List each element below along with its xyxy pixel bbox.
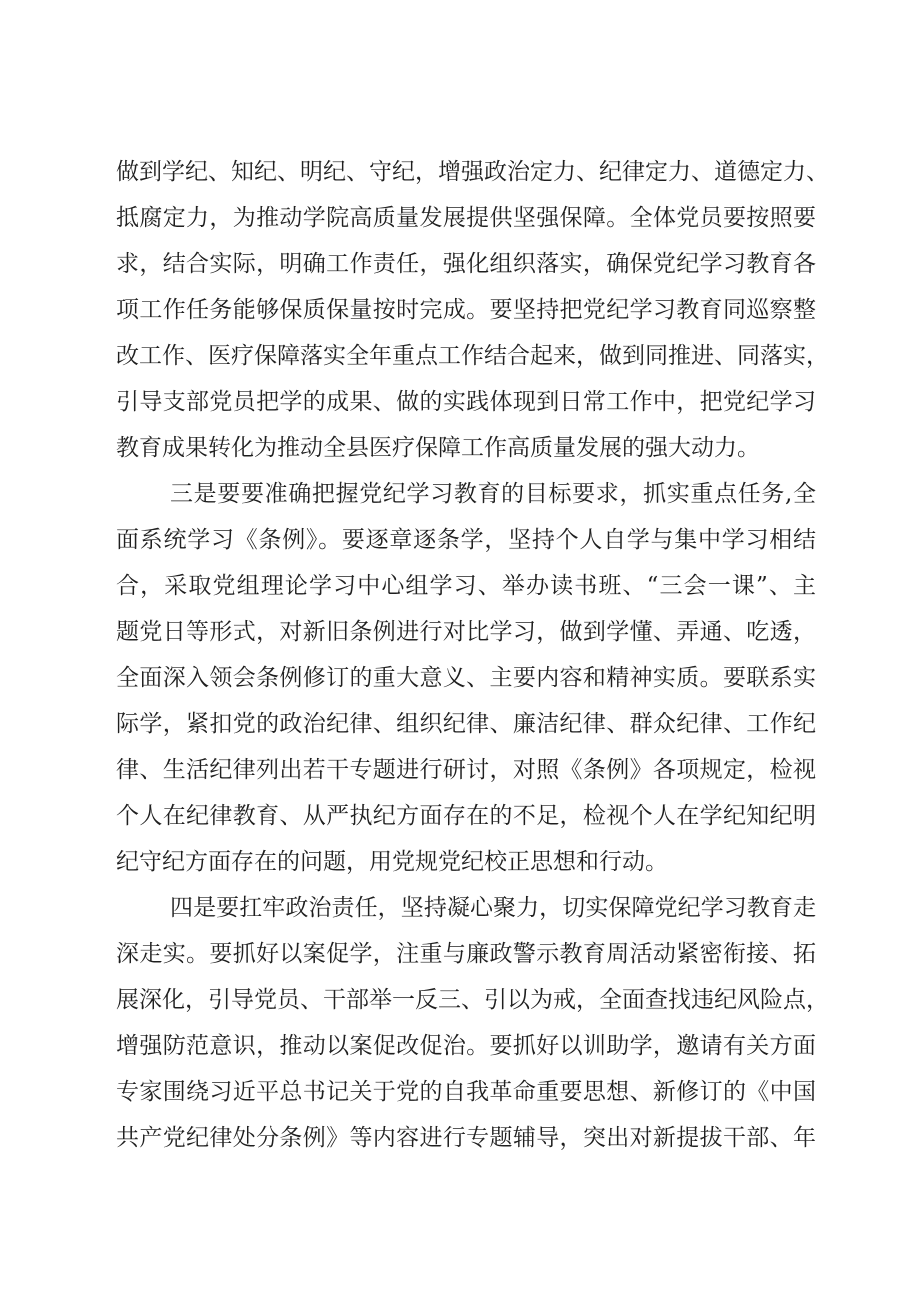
text-line: 专家围绕习近平总书记关于党的自我革命重要思想、新修订的《中国 <box>116 1079 816 1105</box>
text-line: 面系统学习《条例》。要逐章逐条学，坚持个人自学与集中学习相结 <box>116 527 816 553</box>
text-line: 深走实。要抓好以案促学，注重与廉政警示教育周活动紧密衔接、拓 <box>116 941 816 967</box>
text-line: 项工作任务能够保质保量按时完成。要坚持把党纪学习教育同巡察整 <box>116 297 816 323</box>
text-line: 际学，紧扣党的政治纪律、组织纪律、廉洁纪律、群众纪律、工作纪 <box>116 711 816 737</box>
text-line: 改工作、医疗保障落实全年重点工作结合起来，做到同推进、同落实， <box>116 343 829 369</box>
text-line: 全面深入领会条例修订的重大意义、主要内容和精神实质。要联系实 <box>116 665 816 691</box>
text-line: 求，结合实际，明确工作责任，强化组织落实，确保党纪学习教育各 <box>116 251 816 277</box>
text-line: 增强防范意识，推动以案促改促治。要抓好以训助学，邀请有关方面 <box>116 1033 816 1059</box>
text-line: 做到学纪、知纪、明纪、守纪，增强政治定力、纪律定力、道德定力、 <box>116 159 829 185</box>
text-line: 题党日等形式，对新旧条例进行对比学习，做到学懂、弄通、吃透， <box>116 619 816 645</box>
text-line: 律、生活纪律列出若干专题进行研讨，对照《条例》各项规定，检视 <box>116 757 816 783</box>
text-line: 引导支部党员把学的成果、做的实践体现到日常工作中，把党纪学习 <box>116 389 816 415</box>
text-line: 展深化，引导党员、干部举一反三、引以为戒，全面查找违纪风险点， <box>116 987 829 1013</box>
text-line: 纪守纪方面存在的问题，用党规党纪校正思想和行动。 <box>116 849 668 875</box>
paragraph-three-first-line: 三是要要准确把握党纪学习教育的目标要求，抓实重点任务,全 <box>170 481 816 507</box>
text-line: 个人在纪律教育、从严执纪方面存在的不足，检视个人在学纪知纪明 <box>116 803 816 829</box>
text-line: 教育成果转化为推动全县医疗保障工作高质量发展的强大动力。 <box>116 435 760 461</box>
text-line: 抵腐定力，为推动学院高质量发展提供坚强保障。全体党员要按照要 <box>116 205 816 231</box>
paragraph-four-first-line: 四是要扛牢政治责任，坚持凝心聚力，切实保障党纪学习教育走 <box>170 895 816 921</box>
text-line: 合，采取党组理论学习中心组学习、举办读书班、“三会一课”、主 <box>116 573 816 599</box>
text-line: 共产党纪律处分条例》等内容进行专题辅导，突出对新提拔干部、年 <box>116 1125 816 1151</box>
